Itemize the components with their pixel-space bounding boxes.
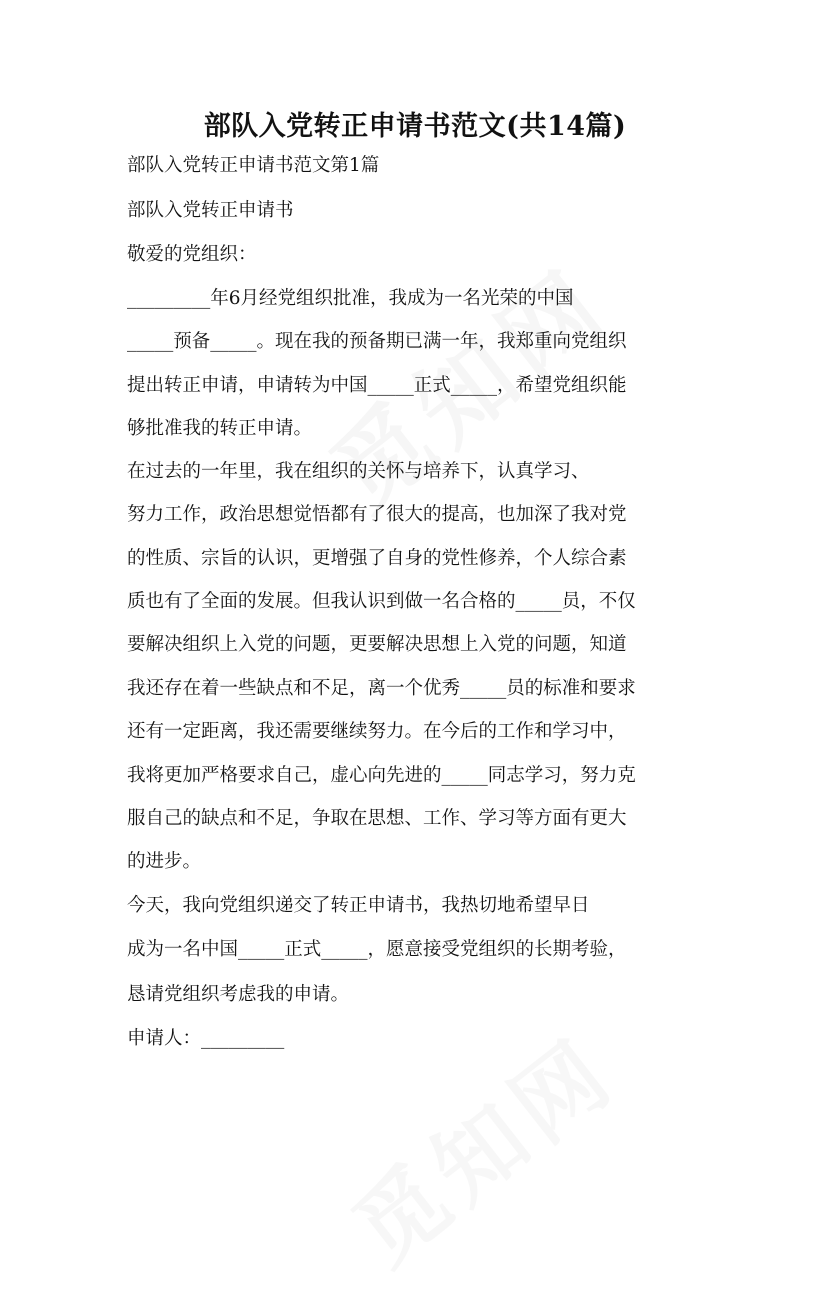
body-line: 提出转正申请，申请转为中国_____正式_____，希望党组织能 (127, 375, 627, 396)
salutation: 敬爱的党组织： (127, 244, 257, 265)
body-line: 恳请党组织考虑我的申请。 (127, 984, 350, 1005)
body-line: 我还存在着一些缺点和不足，离一个优秀_____员的标准和要求 (127, 678, 636, 699)
body-line: 成为一名中国_____正式_____，愿意接受党组织的长期考验， (127, 939, 627, 960)
body-line: 还有一定距离，我还需要继续努力。在今后的工作和学习中， (127, 721, 627, 742)
section-heading: 部队入党转正申请书范文第1篇 (127, 155, 380, 176)
body-line: 质也有了全面的发展。但我认识到做一名合格的_____员，不仅 (127, 591, 636, 612)
body-line: 在过去的一年里，我在组织的关怀与培养下，认真学习、 (127, 461, 590, 482)
document-title: 部队入党转正申请书范文(共14篇) (203, 111, 627, 142)
watermark-bottom (322, 1001, 638, 1288)
body-line: _________年6月经党组织批准，我成为一名光荣的中国 (127, 288, 574, 309)
body-line: 今天，我向党组织递交了转正申请书，我热切地希望早日 (127, 895, 590, 916)
body-line: 我将更加严格要求自己，虚心向先进的_____同志学习，努力克 (127, 765, 636, 786)
body-line: _____预备_____。现在我的预备期已满一年，我郑重向党组织 (127, 331, 627, 352)
body-line: 够批准我的转正申请。 (127, 418, 313, 439)
letter-heading: 部队入党转正申请书 (127, 200, 294, 221)
body-line: 要解决组织上入党的问题，更要解决思想上入党的问题，知道 (127, 634, 627, 655)
body-line: 努力工作，政治思想觉悟都有了很大的提高，也加深了我对党 (127, 504, 627, 525)
body-line: 的进步。 (127, 851, 202, 872)
applicant-signature-line: 申请人：_________ (127, 1028, 285, 1049)
body-line: 的性质、宗旨的认识，更增强了自身的党性修养，个人综合素 (127, 548, 627, 569)
body-line: 服自己的缺点和不足，争取在思想、工作、学习等方面有更大 (127, 808, 627, 829)
